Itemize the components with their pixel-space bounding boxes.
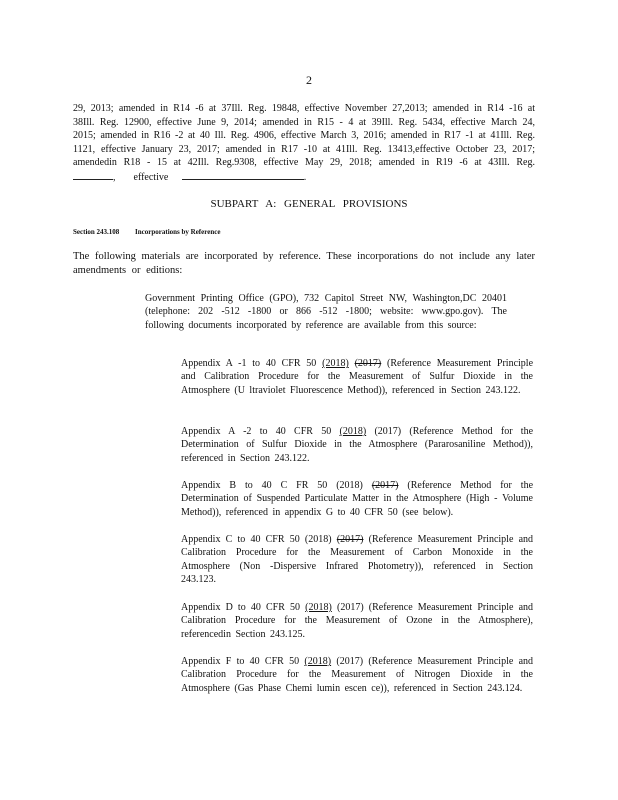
appendix-description: (2017) (Reference Method for the Determination of Sulfur Dioxide in the Atmosphere (Pararosaniline Method)), referenced in Section 243.122. [181, 426, 534, 464]
appendix-ref: Appendix B to 40 C FR 50 (2018) [181, 480, 363, 491]
appendix-entry [181, 655, 533, 695]
appendix-entry [181, 533, 533, 587]
gpo-source: Government Printing Office (GPO), 732 Capitol Street NW, Washington,DC 20401 (telephone: 202 -512 -1800 or 866 -512 -1800; website: www.gpo.gov). The following documents incorporated by reference are available from this source: [145, 293, 507, 331]
appendix-ref: Appendix C to 40 CFR 50 (2018) [181, 534, 332, 545]
deleted-text: (2017) [336, 534, 364, 545]
intro-paragraph: The following materials are incorporated by reference. These incorporations do not include any later amendments or editions: [73, 251, 535, 276]
deleted-text: (2017) [371, 480, 399, 491]
appendix-description: (Reference Measurement Principle and Calibration Procedure for the Measurement of Carbon Monoxide in the Atmosphere (Non -Dispersive Infrared Photometry)), referenced in Section 243.123. [181, 534, 534, 586]
inserted-text: (2018) [339, 426, 367, 437]
inserted-text: (2018) [322, 358, 349, 369]
deleted-text: (2017) [354, 358, 382, 369]
section-number: Section 243.108 [73, 228, 120, 236]
appendix-entry [181, 425, 533, 465]
appendix-ref: Appendix A -1 to 40 CFR 50 [181, 358, 317, 369]
inserted-text: (2018) [304, 656, 332, 667]
inserted-text: (2018) [305, 602, 332, 613]
page-number: 2 [306, 73, 312, 87]
appendix-entry [181, 479, 533, 519]
appendix-entry [181, 601, 533, 641]
appendix-description: (Reference Measurement Principle and Calibration Procedure for the Measurement of Sulfur Dioxide in the Atmosphere (U ltraviolet Fluorescence Method)), referenced in Section 243.122. [181, 358, 534, 396]
appendix-description: (2017) (Reference Measurement Principle and Calibration Procedure for the Measurement of Ozone in the Atmosphere), referencedin Section 243.125. [181, 602, 534, 640]
blank-line [182, 170, 304, 180]
appendix-entry [181, 357, 533, 397]
history-text: 29, 2013; amended in R14 -6 at 37Ill. Reg. 19848, effective November 27,2013; amended in R14 -16 at 38Ill. Reg. 12900, effective June 9, 2014; amended in R15 - 4 at 39Ill. Reg. 5434, effective March 24, 2015; amended in R16 -2 at 40 Ill. Reg. 4906, effective March 3, 2016; amended in R17 -1 at 41Ill. Reg. 1121, effective January 23, 2017; amended in R17 -10 at 41Ill. Reg. 13413,effective October 23, 2017; amendedin R18 - 15 at 42Ill. Reg.9308, effective May 29, 2018; amended in R19 -6 at 43Ill. Reg. [73, 103, 535, 169]
appendix-ref: Appendix A -2 to 40 CFR 50 [181, 426, 332, 437]
history-effective: effective [133, 171, 169, 183]
source-history: 29, 2013; amended in R14 -6 at 37Ill. Reg. 19848, effective November 27,2013; amended in R14 -16 at 38Ill. Reg. 12900, effective June 9, 2014; amended in R15 - 4 at 39Ill. Reg. 5434, effective March 24, 2015; amended in R16 -2 at 40 Ill. Reg. 4906, effective March 3, 2016; amended in R17 -1 at 41Ill. Reg. 1121, effective January 23, 2017; amended in R17 -10 at 41Ill. Reg. 13413,effective October 23, 2017; amendedin R18 - 15 at 42Ill. Reg.9308, effective May 29, 2018; amended in R19 -6 at 43Ill. Reg. , effective . [73, 103, 535, 183]
appendix-ref: Appendix D to 40 CFR 50 [181, 602, 301, 613]
blank-line [73, 170, 113, 180]
appendix-description: (Reference Method for the Determination of Suspended Particulate Matter in the Atmosphere (High - Volume Method)), referenced in appendix G to 40 CFR 50 (see below). [181, 480, 534, 518]
section-heading [73, 228, 220, 236]
appendix-description: (2017) (Reference Measurement Principle and Calibration Procedure for the Measurement of Nitrogen Dioxide in the Atmosphere (Gas Phase Chemi lumin escen ce)), referenced in Section 243.124. [181, 656, 534, 694]
appendix-ref: Appendix F to 40 CFR 50 [181, 656, 300, 667]
section-title: Incorporations by Reference [135, 228, 221, 236]
subpart-heading: SUBPART A: GENERAL PROVISIONS [210, 198, 408, 210]
